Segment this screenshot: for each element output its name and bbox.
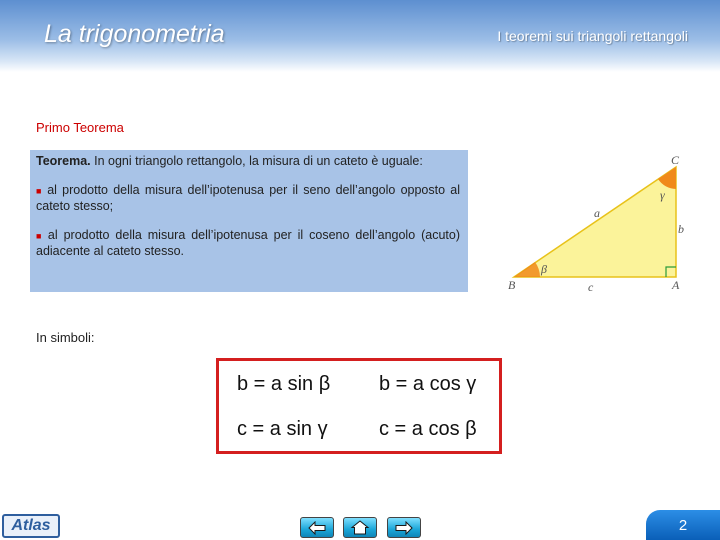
formula-b-cos-gamma: b = a cos γ — [379, 373, 477, 395]
atlas-logo: Atlas — [2, 514, 60, 538]
angle-label-beta: β — [541, 262, 547, 276]
forward-button[interactable] — [387, 517, 421, 538]
angle-label-gamma: γ — [660, 188, 665, 202]
right-triangle-figure — [500, 145, 695, 293]
triangle-shape — [514, 167, 676, 277]
theorem-item-text: al prodotto della misura dell’ipotenusa per il coseno dell’angolo (acuto) adiacente al cateto stesso. — [36, 228, 461, 258]
theorem-item — [36, 183, 460, 214]
page-number-badge — [646, 510, 720, 540]
theorem-lead-text: In ogni triangolo rettangolo, la misura di un cateto è uguale: — [90, 154, 423, 168]
theorem-lead-bold: Teorema. — [36, 154, 91, 168]
home-icon — [350, 520, 370, 535]
theorem-lead — [36, 154, 460, 169]
symbols-label: In simboli: — [36, 330, 95, 345]
back-arrow-icon — [307, 521, 327, 535]
formula-box — [216, 358, 502, 454]
vertex-label-c: C — [671, 153, 680, 167]
side-label-a: a — [594, 206, 600, 220]
section-title: Primo Teorema — [36, 120, 124, 135]
side-label-b: b — [678, 222, 684, 236]
header-subtitle: I teoremi sui triangoli rettangoli — [497, 28, 688, 44]
back-button[interactable] — [300, 517, 334, 538]
vertex-label-b: B — [508, 278, 516, 292]
angle-beta-arc — [514, 262, 540, 277]
page-number: 2 — [678, 517, 688, 534]
bullet-icon: ■ — [36, 231, 44, 241]
bullet-icon: ■ — [36, 186, 44, 196]
theorem-item-text: al prodotto della misura dell’ipotenusa per il seno dell’angolo opposto al cateto stesso; — [36, 183, 461, 213]
side-label-c: c — [588, 280, 594, 293]
theorem-item — [36, 228, 460, 259]
forward-arrow-icon — [394, 521, 414, 535]
formula-c-sin-gamma: c = a sin γ — [237, 418, 328, 440]
header-bar — [0, 0, 720, 72]
header-title: La trigonometria — [44, 20, 225, 48]
theorem-box — [30, 150, 468, 292]
vertex-label-a: A — [672, 278, 680, 292]
formula-c-cos-beta: c = a cos β — [379, 418, 477, 440]
home-button[interactable] — [343, 517, 377, 538]
formula-b-sin-beta: b = a sin β — [237, 373, 331, 395]
